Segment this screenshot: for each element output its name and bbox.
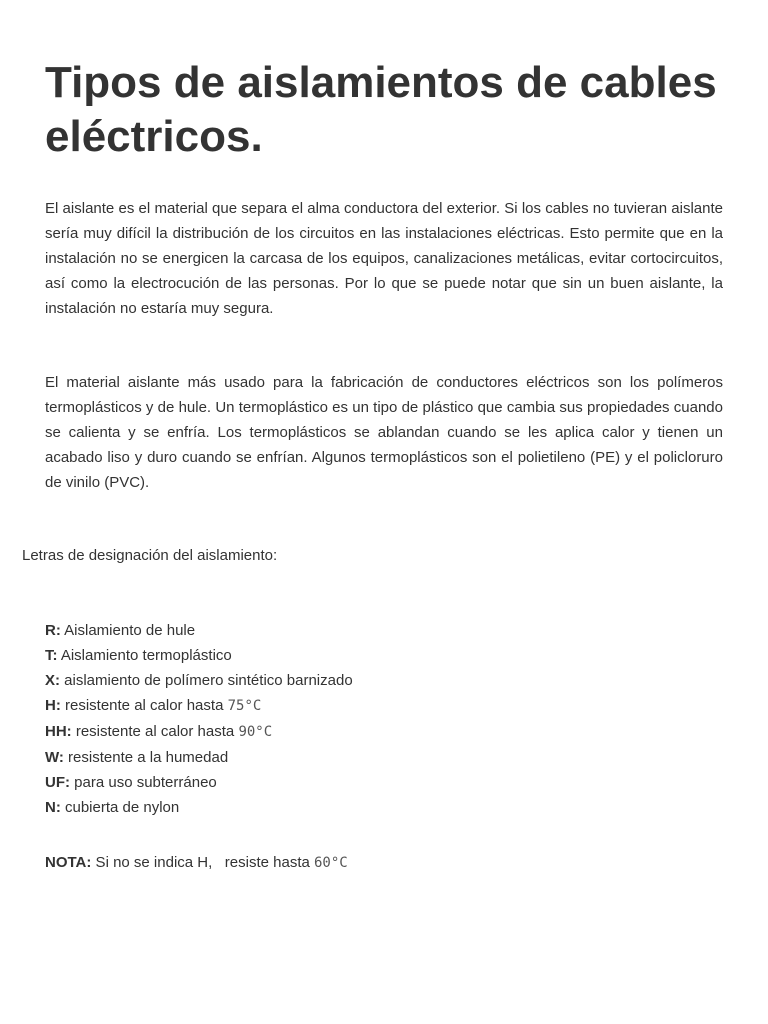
list-item [45,795,353,820]
designation-letters-heading: Letras de designación del aislamiento: [22,547,278,564]
code-letter: T: [45,647,58,664]
list-item [45,668,353,693]
list-item [45,643,353,668]
list-item [45,693,353,719]
note-temperature: 60°C [314,855,348,871]
code-letter: X: [45,672,60,689]
code-description: resistente al calor hasta [60,697,228,714]
code-letter: R: [45,622,61,639]
code-letter: HH: [45,723,72,740]
temperature-value: 75°C [227,698,262,714]
designation-code-list [45,618,353,820]
code-description: resistente al calor hasta [71,723,239,740]
code-description: Aislamiento termoplástico [57,647,232,664]
code-letter: UF: [45,774,70,791]
list-item [45,770,353,795]
note-label: NOTA: [45,854,92,871]
materials-paragraph: El material aislante más usado para la fabricación de conductores eléctricos son los polímeros termoplásticos y de hule. Un termoplástico es un tipo de plástico que cambia sus propiedades cuando se calienta y se enfría. Los termoplásticos se ablandan cuando se les aplica calor y tienen un acabado liso y duro cuando se enfrían. Algunos termoplásticos son el polietileno (PE) y el policloruro de vinilo (PVC). [45,374,723,491]
intro-paragraph: El aislante es el material que separa el alma conductora del exterior. Si los cables no tuvieran aislante sería muy difícil la distribución de los circuitos en las instalaciones eléctricas. Esto permite que en la instalación no se energicen la carcasa de los equipos, canalizaciones metálicas, evitar cortocircuitos, así como la electrocución de las personas. Por lo que se puede notar que sin un buen aislante, la instalación no estaría muy segura. [45,200,723,317]
list-item [45,745,353,770]
code-description: aislamiento de polímero sintético barnizado [60,672,353,689]
list-item [45,618,353,643]
code-letter: W: [45,749,64,766]
note-text: Si no se indica H, resiste hasta [91,854,314,871]
code-description: resistente a la humedad [63,749,229,766]
note [45,850,348,876]
code-description: Aislamiento de hule [60,622,196,639]
code-letter: N: [45,799,61,816]
code-description: cubierta de nylon [60,799,180,816]
list-item [45,719,353,745]
temperature-value: 90°C [238,724,273,740]
page-title: Tipos de aislamientos de cables eléctricos. [45,58,717,161]
code-description: para uso subterráneo [70,774,217,791]
code-letter: H: [45,697,61,714]
